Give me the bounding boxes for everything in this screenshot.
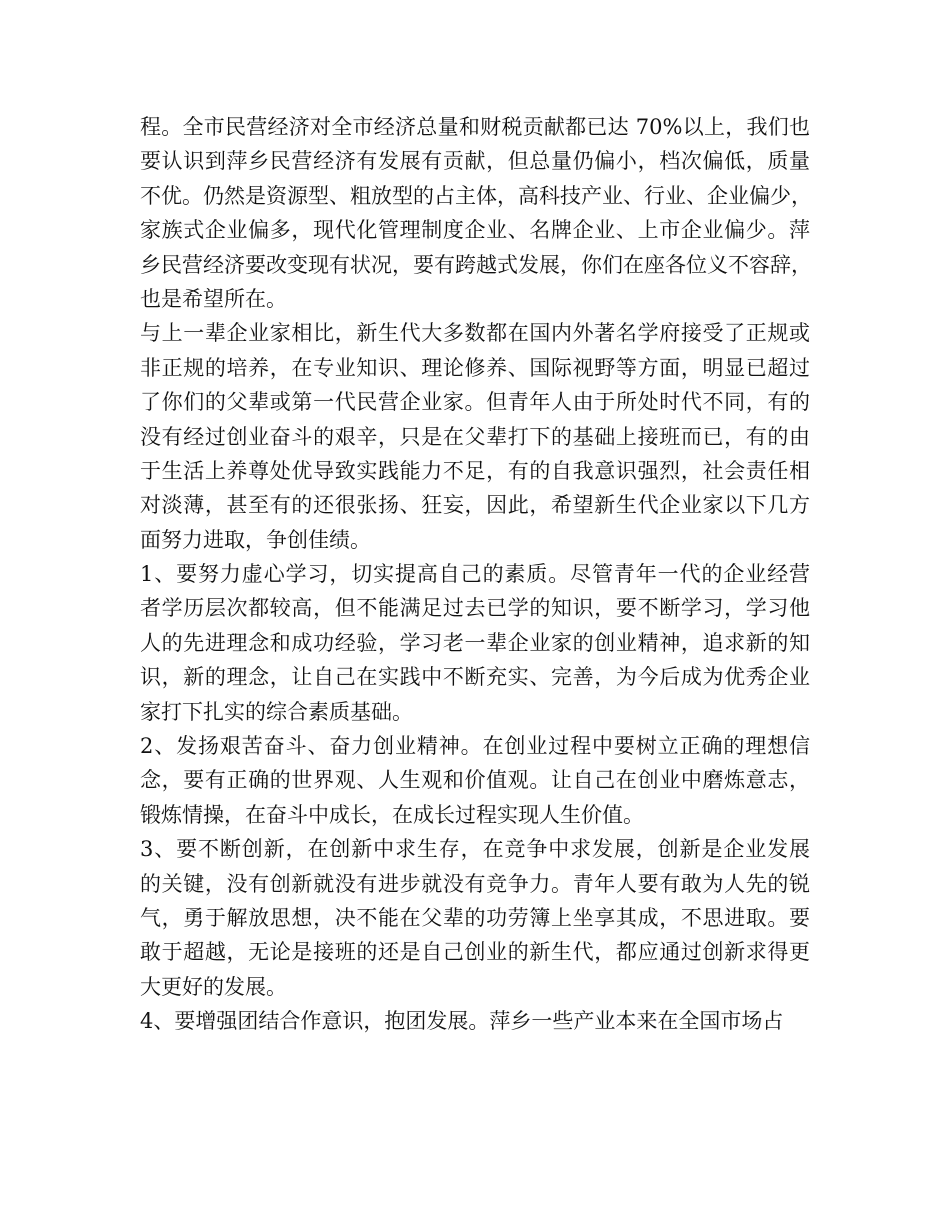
- paragraph: [140, 832, 810, 1004]
- text-line: 面努力进取，争创佳绩。: [140, 527, 371, 552]
- text-line: 敢于超越，无论是接班的还是自己创业的新生代，都应通过创新求得更: [140, 940, 810, 965]
- text-line: 锻炼情操，在奋斗中成长，在成长过程实现人生价值。: [140, 802, 644, 827]
- text-line: 3、要不断创新，在创新中求生存，在竞争中求发展，创新是企业发展: [140, 837, 810, 862]
- text-line: 了你们的父辈或第一代民营企业家。但青年人由于所处时代不同，有的: [140, 390, 810, 415]
- text-line: 非正规的培养，在专业知识、理论修养、国际视野等方面，明显已超过: [140, 355, 810, 380]
- text-line: 2、发扬艰苦奋斗、奋力创业精神。在创业过程中要树立正确的理想信: [140, 734, 810, 759]
- paragraph: [140, 1004, 810, 1038]
- text-line: 程。全市民营经济对全市经济总量和财税贡献都已达 70%以上，我们也: [140, 115, 810, 139]
- text-line: 人的先进理念和成功经验，学习老一辈企业家的创业精神，追求新的知: [140, 630, 810, 655]
- text-line: 识，新的理念，让自己在实践中不断充实、完善，为今后成为优秀企业: [140, 665, 810, 690]
- text-line: 1、要努力虚心学习，切实提高自己的素质。尽管青年一代的企业经营: [140, 562, 810, 587]
- text-line: 大更好的发展。: [140, 974, 287, 999]
- paragraph: [140, 110, 810, 316]
- text-line: 也是希望所在。: [140, 286, 287, 311]
- text-line: 者学历层次都较高，但不能满足过去已学的知识，要不断学习，学习他: [140, 596, 810, 621]
- paragraph: [140, 729, 810, 832]
- text-line: 家打下扎实的综合素质基础。: [140, 699, 413, 724]
- text-line: 没有经过创业奋斗的艰辛，只是在父辈打下的基础上接班而已，有的由: [140, 424, 810, 449]
- text-line: 与上一辈企业家相比，新生代大多数都在国内外著名学府接受了正规或: [140, 321, 810, 346]
- document-body: [140, 110, 810, 1039]
- text-line: 要认识到萍乡民营经济有发展有贡献，但总量仍偏小，档次偏低，质量: [140, 149, 810, 174]
- text-line: 于生活上养尊处优导致实践能力不足，有的自我意识强烈，社会责任相: [140, 458, 810, 483]
- text-line: 不优。仍然是资源型、粗放型的占主体，高科技产业、行业、企业偏少，: [140, 183, 812, 208]
- text-line: 家族式企业偏多，现代化管理制度企业、名牌企业、上市企业偏少。萍: [140, 218, 810, 243]
- text-line: 乡民营经济要改变现有状况，要有跨越式发展，你们在座各位义不容辞，: [140, 252, 812, 277]
- text-line: 气，勇于解放思想，决不能在父辈的功劳簿上坐享其成，不思进取。要: [140, 905, 810, 930]
- paragraph: [140, 557, 810, 729]
- text-line: 的关键，没有创新就没有进步就没有竞争力。青年人要有敢为人先的锐: [140, 871, 810, 896]
- text-line: 对淡薄，甚至有的还很张扬、狂妄，因此，希望新生代企业家以下几方: [140, 493, 810, 518]
- text-line: 4、要增强团结合作意识，抱团发展。萍乡一些产业本来在全国市场占: [140, 1009, 784, 1034]
- paragraph: [140, 316, 810, 557]
- text-line: 念，要有正确的世界观、人生观和价值观。让自己在创业中磨炼意志，: [140, 768, 810, 793]
